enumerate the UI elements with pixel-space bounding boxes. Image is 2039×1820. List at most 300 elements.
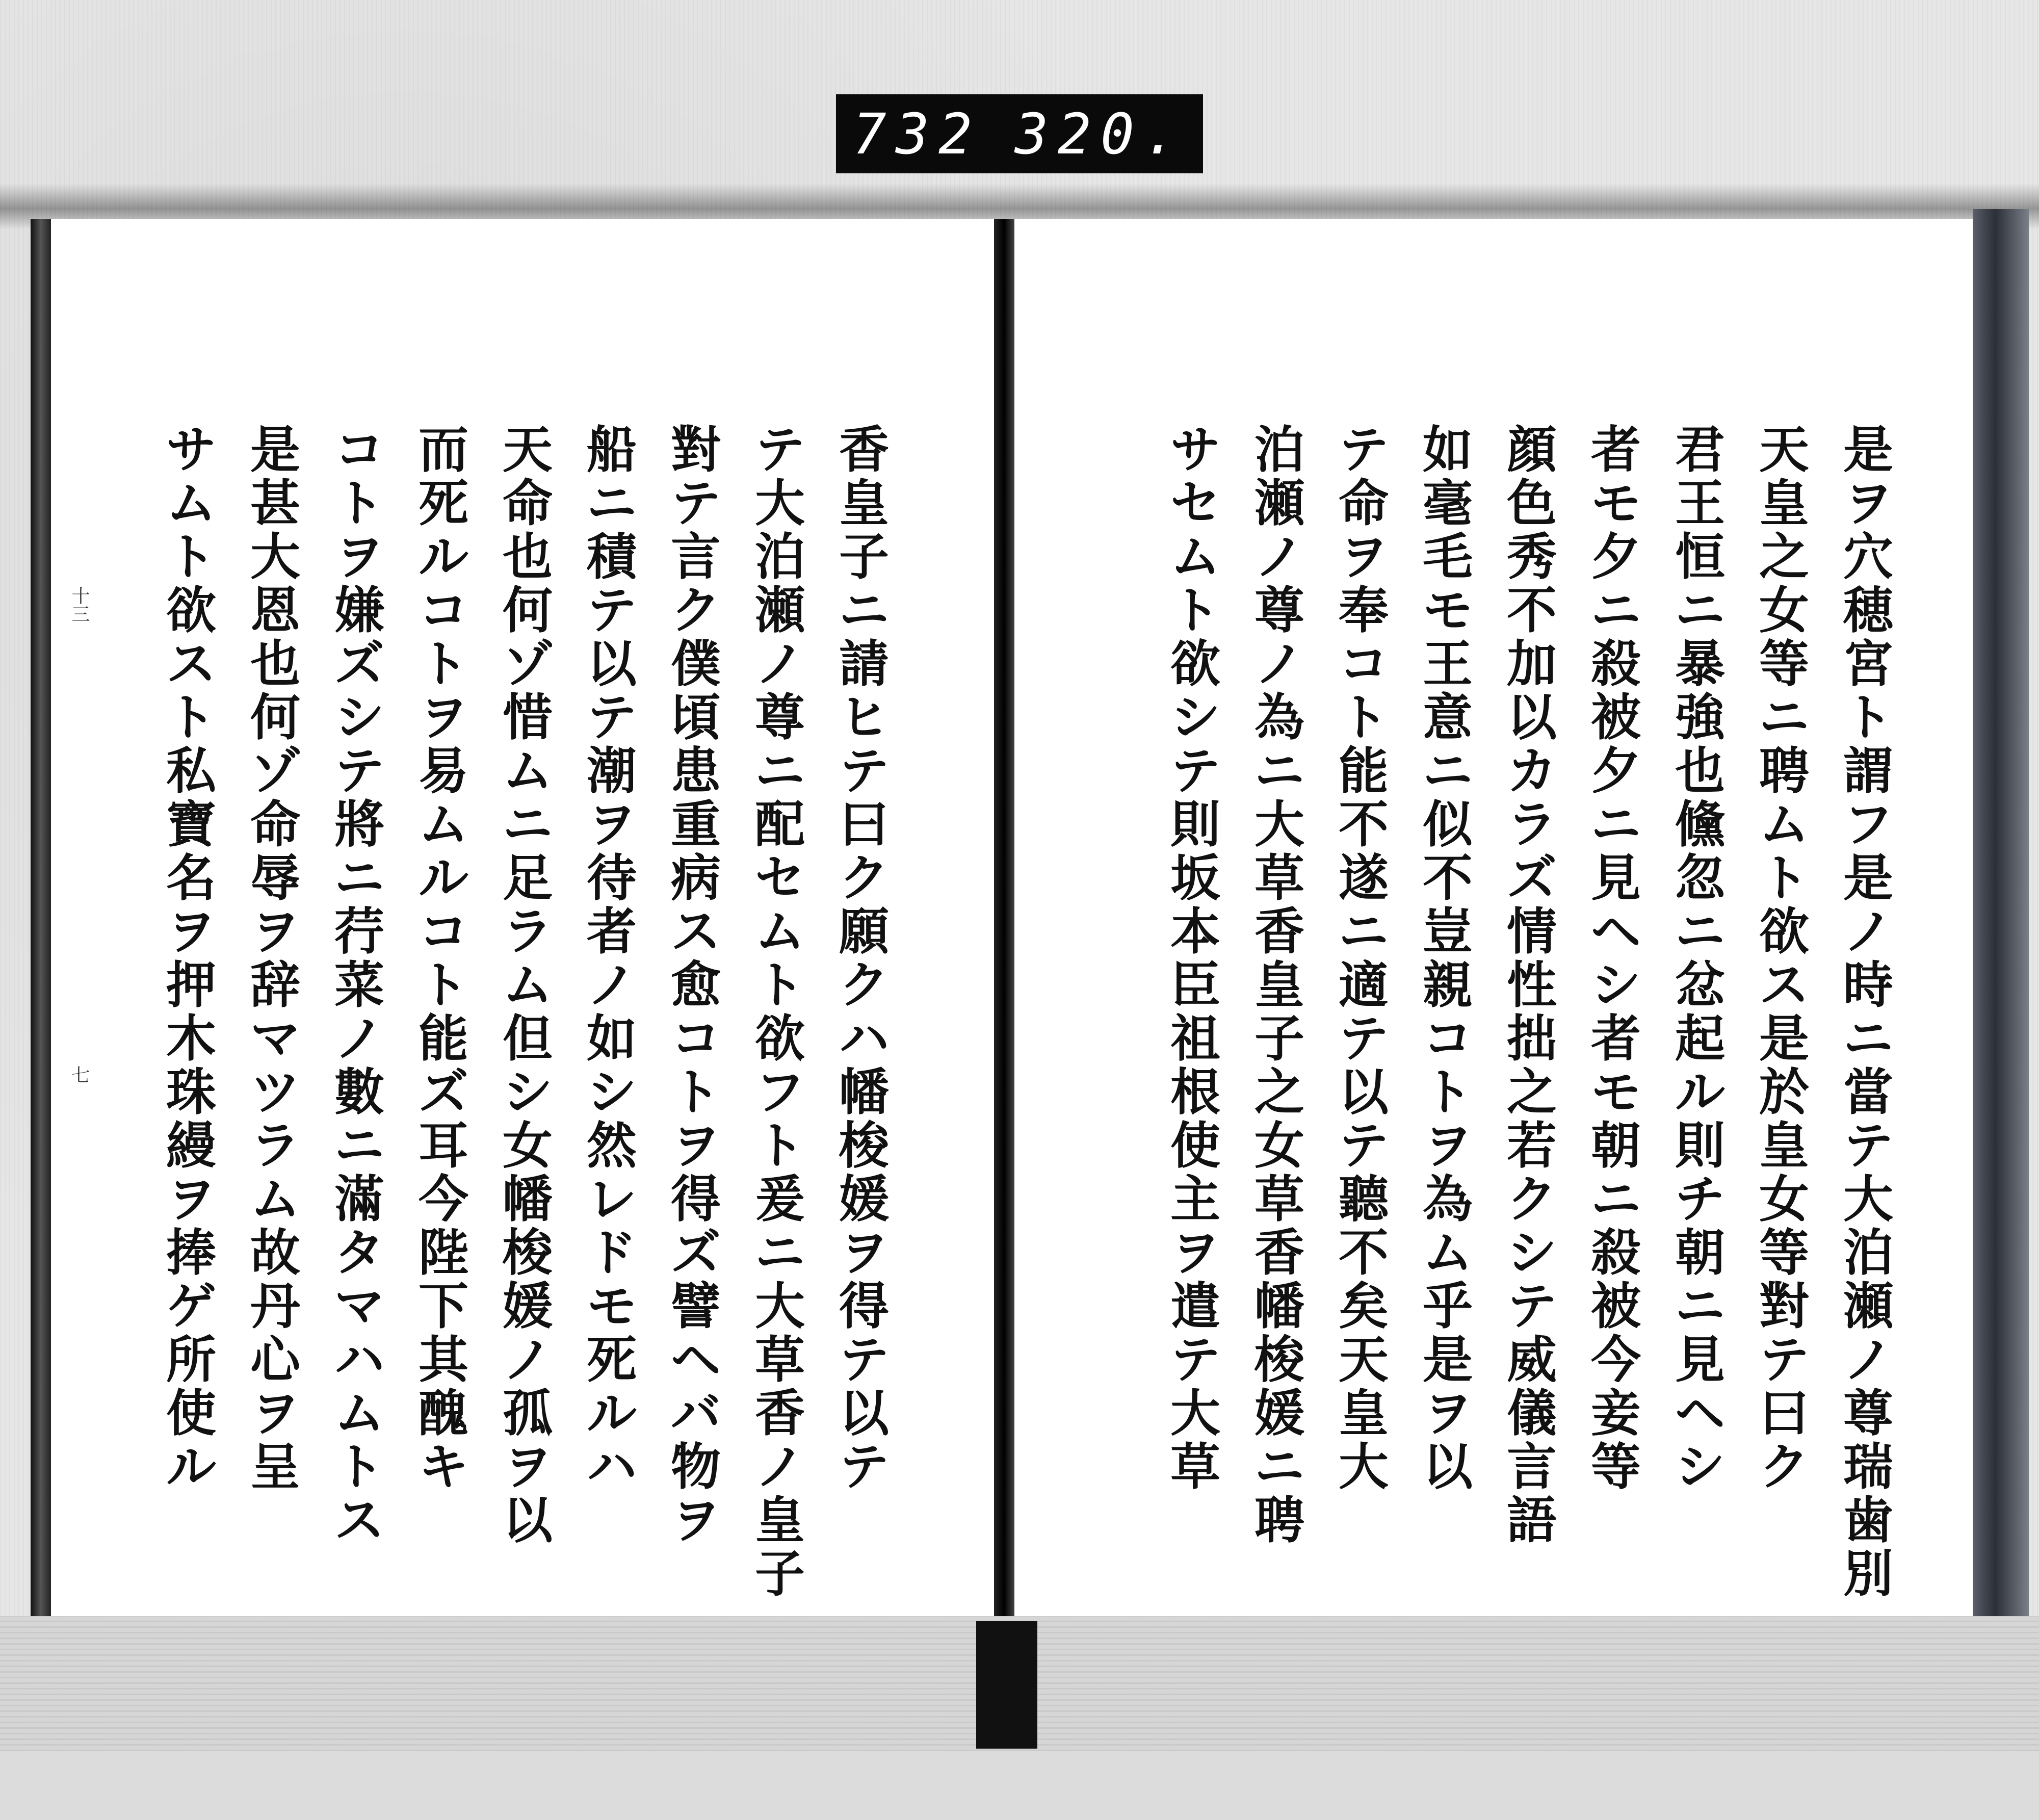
text-character: 泊 (1254, 421, 1304, 479)
text-character: ク (1759, 1438, 1809, 1496)
text-character: 其 (418, 1331, 468, 1389)
text-character: 呈 (250, 1438, 300, 1496)
text-character: 媛 (1254, 1384, 1304, 1443)
text-character: 情 (1506, 902, 1557, 961)
text-character: ヲ (586, 795, 637, 854)
text-character: 於 (1759, 1063, 1809, 1122)
text-character: 足 (502, 849, 553, 907)
text-character: 珠 (166, 1063, 216, 1122)
right-binding-edge (1973, 209, 2029, 1667)
text-character: 妾 (1590, 1384, 1641, 1443)
left-binding-edge (31, 219, 51, 1698)
text-character: ル (166, 1438, 216, 1496)
text-character: 謂 (1843, 742, 1893, 800)
text-character: 皇 (1338, 1384, 1389, 1443)
text-character: 色 (1506, 474, 1557, 533)
text-character: ズ (670, 1224, 721, 1282)
text-character: ト (418, 635, 468, 693)
text-character: 使 (1170, 1116, 1220, 1175)
text-character: ズ (334, 635, 384, 693)
text-character: ト (418, 956, 468, 1015)
text-character: 曰 (1759, 1384, 1809, 1443)
text-character: 捧 (166, 1224, 216, 1282)
text-character: ヲ (166, 902, 216, 961)
text-character: 今 (418, 1170, 468, 1229)
text-character: 時 (1843, 956, 1893, 1015)
text-character: 豈 (1422, 902, 1473, 961)
text-column (331, 219, 387, 1820)
text-character: テ (1759, 1331, 1809, 1389)
text-character: 言 (670, 528, 721, 586)
text-character: 配 (754, 795, 805, 854)
text-character: 歯 (1843, 1491, 1893, 1550)
text-character: 子 (839, 528, 889, 586)
text-column (1336, 219, 1392, 1820)
text-character: 適 (1338, 956, 1389, 1015)
text-character: カ (1506, 742, 1557, 800)
text-character: 下 (418, 1277, 468, 1336)
text-column (1588, 219, 1644, 1820)
text-character: ハ (334, 1331, 384, 1389)
text-character: ニ (1843, 1009, 1893, 1068)
text-character: テ (839, 1438, 889, 1496)
text-character: 加 (1506, 635, 1557, 693)
text-character: タ (334, 1224, 384, 1282)
text-character: シ (502, 1063, 553, 1122)
text-character: 等 (1590, 1438, 1641, 1496)
text-character: 大 (1338, 1438, 1389, 1496)
text-character: コ (1422, 1009, 1473, 1068)
text-character: ニ (586, 474, 637, 533)
text-character: ニ (1590, 581, 1641, 640)
text-character: 則 (1675, 1116, 1725, 1175)
text-character: 寶 (166, 795, 216, 854)
text-character: ニ (1675, 1277, 1725, 1336)
text-character: 女 (1759, 581, 1809, 640)
text-character: ズ (418, 1063, 468, 1122)
catalog-number-a: 732 (852, 101, 982, 167)
text-column (247, 219, 303, 1820)
text-character: 儵 (1675, 795, 1725, 854)
text-character: ト (754, 956, 805, 1015)
text-character: 然 (586, 1116, 637, 1175)
text-character: 則 (1170, 795, 1220, 854)
text-character: 能 (1338, 742, 1389, 800)
text-character: 梭 (1254, 1331, 1304, 1389)
text-character: ヘ (670, 1331, 721, 1389)
text-character: ト (166, 688, 216, 747)
text-character: 草 (754, 1331, 805, 1389)
text-character: ニ (839, 581, 889, 640)
text-character: 瀬 (1254, 474, 1304, 533)
text-character: 對 (1759, 1277, 1809, 1336)
text-character: テ (1170, 742, 1220, 800)
text-column (1251, 219, 1308, 1820)
text-character: 媛 (839, 1170, 889, 1229)
text-character: 死 (586, 1331, 637, 1389)
text-character: ツ (250, 1063, 300, 1122)
text-character: 船 (586, 421, 637, 479)
text-character: テ (586, 581, 637, 640)
text-character: 易 (418, 742, 468, 800)
text-character: ニ (1254, 742, 1304, 800)
text-character: 忽 (1675, 849, 1725, 907)
text-character: ム (166, 474, 216, 533)
text-character: 陛 (418, 1224, 468, 1282)
text-character: 縵 (166, 1116, 216, 1175)
text-character: テ (1338, 1116, 1389, 1175)
text-character: 拙 (1506, 1009, 1557, 1068)
text-character: テ (1843, 1116, 1893, 1175)
text-character: テ (1338, 1009, 1389, 1068)
text-character: テ (754, 421, 805, 479)
text-character: ノ (1254, 528, 1304, 586)
text-character: ニ (1590, 795, 1641, 854)
text-character: ル (1675, 1063, 1725, 1122)
text-character: 女 (1254, 1116, 1304, 1175)
text-character: 辱 (250, 849, 300, 907)
text-character: ス (1759, 956, 1809, 1015)
text-character: 如 (586, 1009, 637, 1068)
text-character: 命 (502, 474, 553, 533)
text-character: 將 (334, 795, 384, 854)
text-character: ヲ (1422, 1116, 1473, 1175)
text-character: ニ (1338, 902, 1389, 961)
text-character: 當 (1843, 1063, 1893, 1122)
text-character: 菜 (334, 956, 384, 1015)
text-character: ド (586, 1224, 637, 1282)
text-character: ヘ (1675, 1384, 1725, 1443)
text-character: ニ (334, 849, 384, 907)
text-character: フ (754, 1063, 805, 1122)
text-character: シ (1590, 956, 1641, 1015)
text-character: 別 (1843, 1545, 1893, 1603)
text-character: 皇 (1254, 956, 1304, 1015)
text-character: 皇 (754, 1491, 805, 1550)
text-character: 臣 (1170, 956, 1220, 1015)
text-character: サ (1170, 421, 1220, 479)
catalog-label (836, 94, 1203, 173)
text-character: 梭 (839, 1116, 889, 1175)
text-character: 瀬 (1843, 1277, 1893, 1336)
text-character: ム (1170, 528, 1220, 586)
text-character: 辞 (250, 956, 300, 1015)
text-character: 殺 (1590, 1224, 1641, 1282)
text-character: 重 (670, 795, 721, 854)
text-column (1840, 219, 1896, 1820)
text-character: 聽 (1338, 1170, 1389, 1229)
text-character: シ (1675, 1438, 1725, 1496)
text-character: 故 (250, 1224, 300, 1282)
text-character: 押 (166, 956, 216, 1015)
text-column (415, 219, 472, 1820)
text-character: ゲ (166, 1277, 216, 1336)
text-character: 甚 (250, 474, 300, 533)
text-character: 尊 (1843, 1384, 1893, 1443)
text-character: 似 (1422, 795, 1473, 854)
text-character: ヲ (1338, 528, 1389, 586)
text-character: ノ (334, 1009, 384, 1068)
text-character: レ (586, 1170, 637, 1229)
text-column (1756, 219, 1812, 1820)
text-column (1504, 219, 1560, 1820)
text-character: 天 (502, 421, 553, 479)
text-character: ゾ (502, 635, 553, 693)
text-character: ム (502, 742, 553, 800)
text-character: テ (839, 1331, 889, 1389)
text-character: 是 (1843, 849, 1893, 907)
text-character: 草 (1170, 1438, 1220, 1496)
text-character: 也 (502, 528, 553, 586)
text-character: ト (1170, 581, 1220, 640)
text-character: ヘ (1590, 902, 1641, 961)
text-character: ニ (1422, 742, 1473, 800)
text-character: 被 (1590, 1277, 1641, 1336)
text-character: ヲ (1170, 1224, 1220, 1282)
text-character: ニ (1590, 1170, 1641, 1229)
text-character: 等 (1759, 635, 1809, 693)
text-character: 忿 (1675, 956, 1725, 1015)
text-character: 大 (1170, 1384, 1220, 1443)
text-character: テ (1506, 1277, 1557, 1336)
text-character: 為 (1422, 1170, 1473, 1229)
text-character: 之 (1506, 1063, 1557, 1122)
text-character: ム (754, 902, 805, 961)
text-character: 若 (1506, 1116, 1557, 1175)
text-character: ヒ (839, 688, 889, 747)
text-character: 言 (1506, 1438, 1557, 1496)
text-character: 患 (670, 742, 721, 800)
text-character: ス (334, 1491, 384, 1550)
text-character: 奉 (1338, 581, 1389, 640)
text-character: ラ (1506, 795, 1557, 854)
text-character: 夕 (1590, 528, 1641, 586)
text-character: 不 (1338, 795, 1389, 854)
text-character: 子 (1254, 1009, 1304, 1068)
text-character: 穴 (1843, 528, 1893, 586)
text-character: 請 (839, 635, 889, 693)
text-character: コ (670, 1009, 721, 1068)
text-character: 泊 (754, 528, 805, 586)
text-character: 尊 (1254, 581, 1304, 640)
text-character: 以 (839, 1384, 889, 1443)
text-character: バ (670, 1384, 721, 1443)
text-character: 今 (1590, 1331, 1641, 1389)
text-character: コ (334, 421, 384, 479)
text-character: ニ (1254, 1438, 1304, 1496)
text-character: 主 (1170, 1170, 1220, 1229)
text-character: ヲ (166, 1170, 216, 1229)
text-character: ト (334, 474, 384, 533)
text-character: 王 (1675, 474, 1725, 533)
text-character: チ (1675, 1170, 1725, 1229)
text-character: シ (334, 688, 384, 747)
text-character: 起 (1675, 1009, 1725, 1068)
text-character: 者 (1590, 1009, 1641, 1068)
text-character: 孤 (502, 1384, 553, 1443)
text-character: 愈 (670, 956, 721, 1015)
text-character: 耳 (418, 1116, 468, 1175)
text-character: ヲ (670, 1491, 721, 1550)
text-character: 顔 (1506, 421, 1557, 479)
text-character: 得 (670, 1170, 721, 1229)
text-character: ス (670, 902, 721, 961)
text-character: 朝 (1590, 1116, 1641, 1175)
text-character: 譬 (670, 1277, 721, 1336)
text-character: 殺 (1590, 635, 1641, 693)
text-character: テ (334, 742, 384, 800)
text-character: 荇 (334, 902, 384, 961)
text-character: 毛 (1422, 528, 1473, 586)
text-character: 見 (1590, 849, 1641, 907)
text-character: 大 (754, 474, 805, 533)
text-character: 穂 (1843, 581, 1893, 640)
text-character: シ (1170, 688, 1220, 747)
text-character: ル (586, 1384, 637, 1443)
text-character: 強 (1675, 688, 1725, 747)
text-character: 不 (1338, 1224, 1389, 1282)
text-character: 以 (586, 635, 637, 693)
text-character: ニ (754, 742, 805, 800)
text-character: 毫 (1422, 474, 1473, 533)
text-character: 以 (1422, 1438, 1473, 1496)
text-character: 矣 (1338, 1277, 1389, 1336)
text-character: 大 (754, 1277, 805, 1336)
text-character: マ (250, 1009, 300, 1068)
text-character: ト (1759, 849, 1809, 907)
text-character: 何 (250, 688, 300, 747)
text-column (163, 219, 219, 1820)
text-character: 僕 (670, 635, 721, 693)
text-character: ノ (1254, 635, 1304, 693)
text-character: ニ (502, 795, 553, 854)
text-character: 滿 (334, 1170, 384, 1229)
text-character: 坂 (1170, 849, 1220, 907)
text-character: 欲 (754, 1009, 805, 1068)
text-character: 皇 (839, 474, 889, 533)
text-character: 病 (670, 849, 721, 907)
text-character: テ (586, 688, 637, 747)
text-character: 也 (250, 635, 300, 693)
text-character: ハ (586, 1438, 637, 1496)
text-character: ニ (1675, 581, 1725, 640)
text-character: ム (1759, 795, 1809, 854)
text-character: モ (1422, 581, 1473, 640)
text-character: 是 (1422, 1331, 1473, 1389)
text-character: 死 (418, 474, 468, 533)
text-character: 私 (166, 742, 216, 800)
text-character: ク (839, 956, 889, 1015)
text-character: 之 (1759, 528, 1809, 586)
text-character: ヲ (1422, 1384, 1473, 1443)
text-character: ト (1843, 688, 1893, 747)
text-character: サ (166, 421, 216, 479)
text-character: 願 (839, 902, 889, 961)
text-character: 之 (1254, 1063, 1304, 1122)
text-character: 而 (418, 421, 468, 479)
text-character: ム (418, 795, 468, 854)
text-character: ス (166, 635, 216, 693)
text-character: 頃 (670, 688, 721, 747)
text-character: ノ (754, 1438, 805, 1496)
text-character: 威 (1506, 1331, 1557, 1389)
text-character: シ (1506, 1224, 1557, 1282)
text-character: モ (1590, 1063, 1641, 1122)
text-character: モ (586, 1277, 637, 1336)
text-character: 曰 (839, 795, 889, 854)
text-character: 恒 (1675, 528, 1725, 586)
text-character: 也 (1675, 742, 1725, 800)
text-character: 朝 (1675, 1224, 1725, 1282)
text-character: 以 (1506, 688, 1557, 747)
text-character: ノ (754, 635, 805, 693)
left-page (51, 219, 994, 1616)
text-character: 等 (1759, 1224, 1809, 1282)
text-character: 欲 (166, 581, 216, 640)
text-character: ク (839, 849, 889, 907)
text-character: 能 (418, 1009, 468, 1068)
text-character: 者 (1590, 421, 1641, 479)
text-character: キ (418, 1438, 468, 1496)
text-character: ズ (1506, 849, 1557, 907)
text-character: 香 (754, 1384, 805, 1443)
text-character: ル (418, 849, 468, 907)
text-character: ヲ (250, 1384, 300, 1443)
text-character: ヲ (502, 1438, 553, 1496)
text-character: ム (334, 1384, 384, 1443)
text-character: 所 (166, 1331, 216, 1389)
text-character: 以 (1338, 1063, 1389, 1122)
text-character: 意 (1422, 688, 1473, 747)
text-character: 宮 (1843, 635, 1893, 693)
text-character: 王 (1422, 635, 1473, 693)
text-character: 大 (1843, 1170, 1893, 1229)
text-character: 君 (1675, 421, 1725, 479)
text-character: 尊 (754, 688, 805, 747)
text-character: ハ (839, 1009, 889, 1068)
text-character: 大 (1254, 795, 1304, 854)
text-character: 夕 (1590, 742, 1641, 800)
text-column (1672, 219, 1728, 1820)
text-character: マ (334, 1277, 384, 1336)
text-character: 天 (1759, 421, 1809, 479)
text-character: ニ (1675, 902, 1725, 961)
text-character: 惜 (502, 688, 553, 747)
text-character: 不 (1422, 849, 1473, 907)
text-column (836, 219, 892, 1820)
text-character: 爰 (754, 1170, 805, 1229)
text-character: 以 (502, 1491, 553, 1550)
text-character: テ (670, 474, 721, 533)
text-character: 潮 (586, 742, 637, 800)
text-character: フ (1843, 795, 1893, 854)
side-mark: 七 (69, 1065, 90, 1084)
text-character: 聘 (1759, 742, 1809, 800)
text-character: 見 (1675, 1331, 1725, 1389)
text-character: 媛 (502, 1277, 553, 1336)
text-character: ニ (754, 1224, 805, 1282)
text-character: 乎 (1422, 1277, 1473, 1336)
text-character: ム (1422, 1224, 1473, 1282)
text-character: ノ (1843, 902, 1893, 961)
text-character: 暴 (1675, 635, 1725, 693)
text-character: ル (418, 528, 468, 586)
text-character: ト (670, 1063, 721, 1122)
text-character: 語 (1506, 1491, 1557, 1550)
text-character: 名 (166, 849, 216, 907)
folio-number: 十三 (69, 586, 90, 623)
text-character: ニ (334, 1116, 384, 1175)
